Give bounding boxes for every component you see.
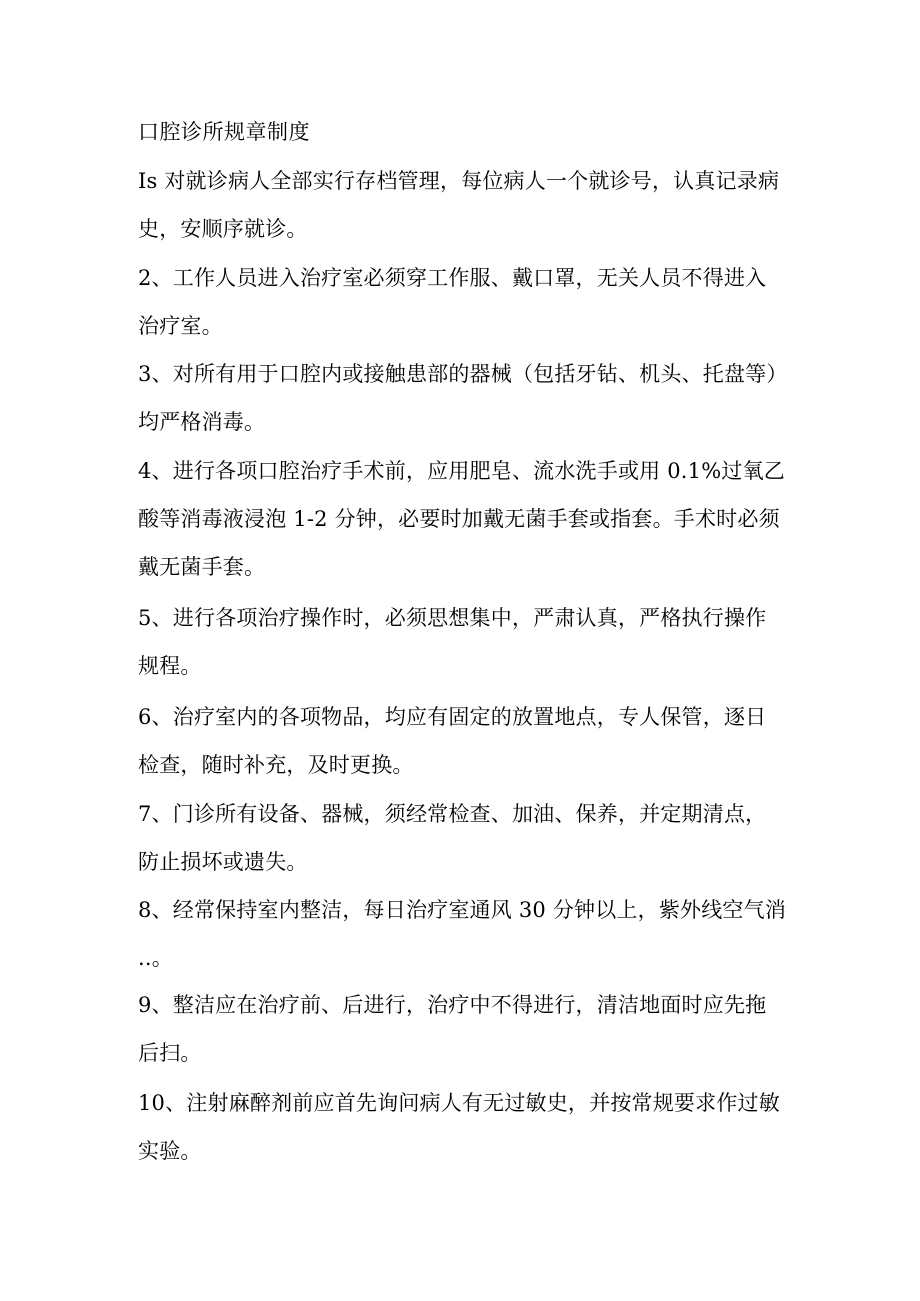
rule-line: 3、对所有用于口腔内或接触患部的器械（包括牙钻、机头、托盘等）: [138, 362, 788, 386]
rule-line: 7、门诊所有设备、器械，须经常检查、加油、保养，并定期清点，: [138, 802, 767, 826]
rule-line: 4、进行各项口腔治疗手术前，应用肥皂、流水洗手或用 0.1%过氧乙: [138, 459, 785, 483]
rule-line: 2、工作人员进入治疗室必须穿工作服、戴口罩，无关人员不得进入: [138, 266, 767, 290]
rule-line: 9、整洁应在治疗前、后进行，治疗中不得进行，清洁地面时应先拖: [138, 993, 767, 1017]
rule-item: [138, 1079, 798, 1175]
rule-line: 6、治疗室内的各项物品，均应有固定的放置地点，专人保管，逐日: [138, 705, 767, 729]
rule-line: 规程。: [138, 654, 202, 678]
rule-line: 后扫。: [138, 1041, 202, 1065]
rule-line: 10、注射麻醉剂前应首先询问病人有无过敏史，并按常规要求作过敏: [138, 1091, 780, 1115]
rule-line: 史，安顺序就诊。: [138, 217, 308, 241]
rule-item: [138, 790, 798, 886]
rule-item: [138, 254, 798, 350]
rule-line: 5、进行各项治疗操作时，必须思想集中，严肃认真，严格执行操作: [138, 606, 767, 630]
rule-line: 实验。: [138, 1139, 202, 1163]
rule-line: Is 对就诊病人全部实行存档管理，每位病人一个就诊号，认真记录病: [138, 169, 780, 193]
rule-item: [138, 594, 798, 690]
rule-item: [138, 693, 798, 789]
rule-line: ..。: [138, 946, 173, 970]
rule-item: [138, 886, 798, 982]
rule-line: 治疗室。: [138, 314, 223, 338]
rule-item: [138, 447, 798, 591]
rule-item: [138, 350, 798, 446]
rule-line: 戴无菌手套。: [138, 555, 266, 579]
rule-line: 均严格消毒。: [138, 410, 266, 434]
rule-item: [138, 981, 798, 1077]
page-title: 口腔诊所规章制度: [138, 120, 310, 144]
rule-line: 检查，随时补充，及时更换。: [138, 753, 414, 777]
rule-item: [138, 157, 798, 253]
rule-line: 酸等消毒液浸泡 1-2 分钟，必要时加戴无菌手套或指套。手术时必须: [138, 507, 780, 531]
rule-line: 8、经常保持室内整洁，每日治疗室通风 30 分钟以上，紫外线空气消: [138, 898, 787, 922]
rule-line: 防止损坏或遗失。: [138, 850, 308, 874]
